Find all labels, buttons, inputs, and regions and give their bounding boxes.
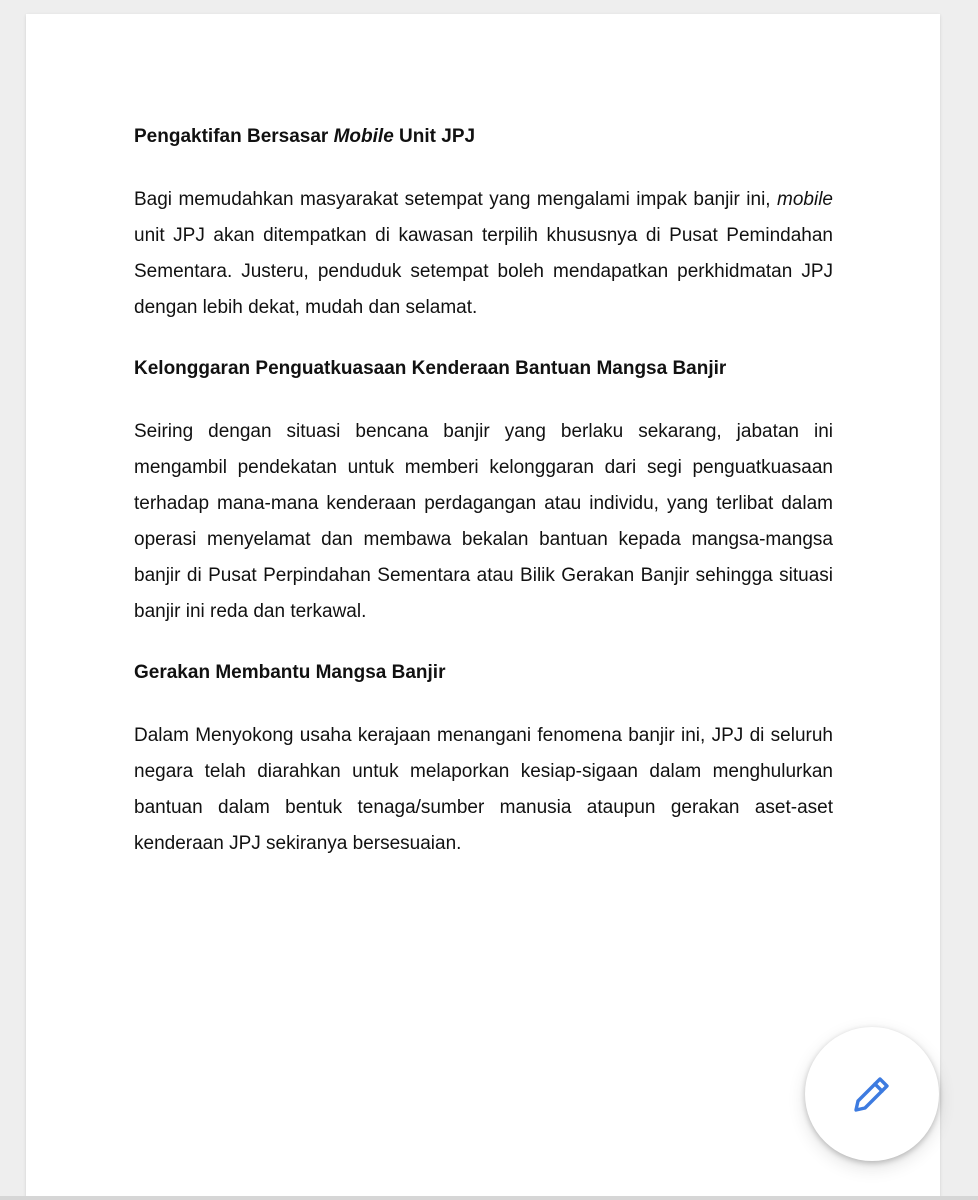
section-heading-mobile-unit	[134, 122, 833, 152]
paragraph-text: Bagi memudahkan masyarakat setempat yang mengalami impak banjir ini,	[134, 189, 778, 210]
bottom-scroll-edge	[0, 1196, 978, 1200]
document-page	[26, 14, 940, 1198]
heading-text: Pengaktifan Bersasar	[134, 126, 334, 147]
paragraph-text: unit JPJ akan ditempatkan di kawasan terpilih khususnya di Pusat Pemindahan Sementara. Justeru, penduduk setempat boleh mendapatkan perkhidmatan JPJ dengan lebih dekat, mudah dan selamat.	[134, 225, 833, 318]
heading-text: Unit JPJ	[393, 126, 476, 147]
heading-italic-text: Mobile	[333, 126, 394, 147]
paragraph-italic-text: mobile	[777, 189, 833, 210]
edit-fab-button[interactable]	[805, 1027, 939, 1161]
section-paragraph-assistance: Dalam Menyokong usaha kerajaan menangani fenomena banjir ini, JPJ di seluruh negara telah diarahkan untuk melaporkan kesiap-sigaan dalam menghulurkan bantuan dalam bentuk tenaga/sumber manusia ataupun gerakan aset-aset kenderaan JPJ sekiranya bersesuaian.	[134, 725, 833, 854]
section-heading-assistance: Gerakan Membantu Mangsa Banjir	[134, 662, 446, 683]
section-paragraph-enforcement: Seiring dengan situasi bencana banjir yang berlaku sekarang, jabatan ini mengambil pendekatan untuk memberi kelonggaran dari segi penguatkuasaan terhadap mana-mana kenderaan perdagangan atau individu, yang terlibat dalam operasi menyelamat dan membawa bekalan bantuan kepada mangsa-mangsa banjir di Pusat Perpindahan Sementara atau Bilik Gerakan Banjir sehingga situasi banjir ini reda dan terkawal.	[134, 421, 833, 622]
document-content	[134, 122, 833, 862]
section-heading-enforcement: Kelonggaran Penguatkuasaan Kenderaan Bantuan Mangsa Banjir	[134, 358, 727, 379]
pencil-icon	[847, 1069, 897, 1119]
section-paragraph-mobile-unit	[134, 182, 833, 326]
